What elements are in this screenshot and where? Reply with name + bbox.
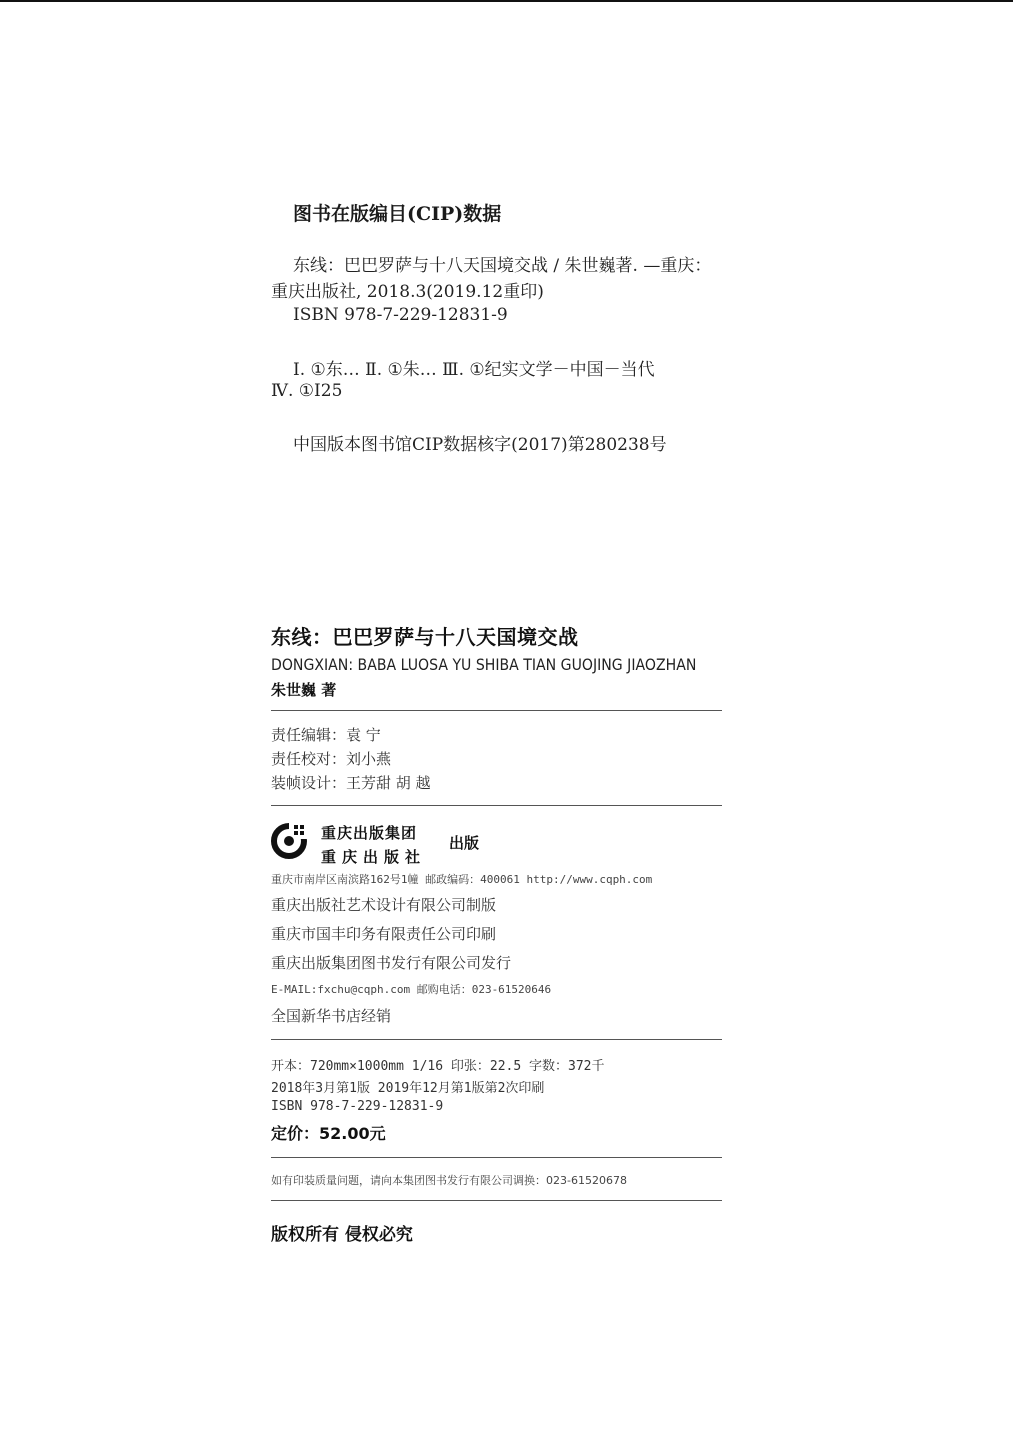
publisher-logo: [270, 822, 308, 860]
divider: [271, 1039, 722, 1040]
distribution-credit: 重庆出版集团图书发行有限公司发行: [271, 954, 512, 972]
designer-credit: 装帧设计：王芳甜 胡 越: [271, 774, 431, 792]
divider: [271, 1200, 722, 1201]
specs-isbn: ISBN 978-7-229-12831-9: [271, 1099, 444, 1114]
divider: [271, 710, 722, 711]
printing-credit: 重庆市国丰印务有限责任公司印刷: [271, 925, 497, 943]
quality-notice: 如有印装质量问题，请向本集团图书发行有限公司调换：023-61520678: [271, 1174, 627, 1187]
cip-classification-line1: Ⅰ. ①东… Ⅱ. ①朱… Ⅲ. ①纪实文学－中国－当代: [293, 360, 655, 380]
price: 定价：52.00元: [271, 1124, 386, 1143]
book-author: 朱世巍 著: [271, 681, 337, 699]
cip-entry-line1: 东线：巴巴罗萨与十八天国境交战 / 朱世巍著. —重庆：: [293, 256, 712, 276]
copyright-notice: 版权所有 侵权必究: [271, 1225, 413, 1245]
divider: [271, 805, 722, 806]
cip-isbn: ISBN 978-7-229-12831-9: [293, 305, 508, 325]
cip-entry-line2: 重庆出版社, 2018.3(2019.12重印): [271, 282, 544, 302]
cip-title: 图书在版编目(CIP)数据: [293, 203, 502, 225]
publisher-group-name: 重庆出版集团: [321, 824, 418, 842]
cip-record-number: 中国版本图书馆CIP数据核字(2017)第280238号: [293, 435, 667, 455]
divider: [271, 1157, 722, 1158]
publisher-press-name: 重庆出版社: [321, 848, 427, 866]
cip-classification-line2: Ⅳ. ①I25: [271, 381, 343, 401]
proofreader-credit: 责任校对：刘小燕: [271, 750, 392, 768]
editor-credit: 责任编辑：袁 宁: [271, 726, 381, 744]
publisher-address: 重庆市南岸区南滨路162号1幢 邮政编码：400061 http://www.cqph.com: [271, 873, 653, 886]
edition-info: 2018年3月第1版 2019年12月第1版第2次印刷: [271, 1081, 545, 1096]
book-title: 东线：巴巴罗萨与十八天国境交战: [271, 625, 579, 649]
book-title-pinyin: DONGXIAN: BABA LUOSA YU SHIBA TIAN GUOJING JIAOZHAN: [271, 655, 697, 674]
top-border-line: [0, 0, 1013, 2]
typesetting-credit: 重庆出版社艺术设计有限公司制版: [271, 896, 497, 914]
publish-label: 出版: [449, 834, 480, 852]
format-specs: 开本：720mm×1000mm 1/16 印张：22.5 字数：372千: [271, 1059, 605, 1074]
contact-info: E-MAIL:fxchu@cqph.com 邮购电话：023-61520646: [271, 983, 552, 996]
retail-credit: 全国新华书店经销: [271, 1007, 392, 1025]
